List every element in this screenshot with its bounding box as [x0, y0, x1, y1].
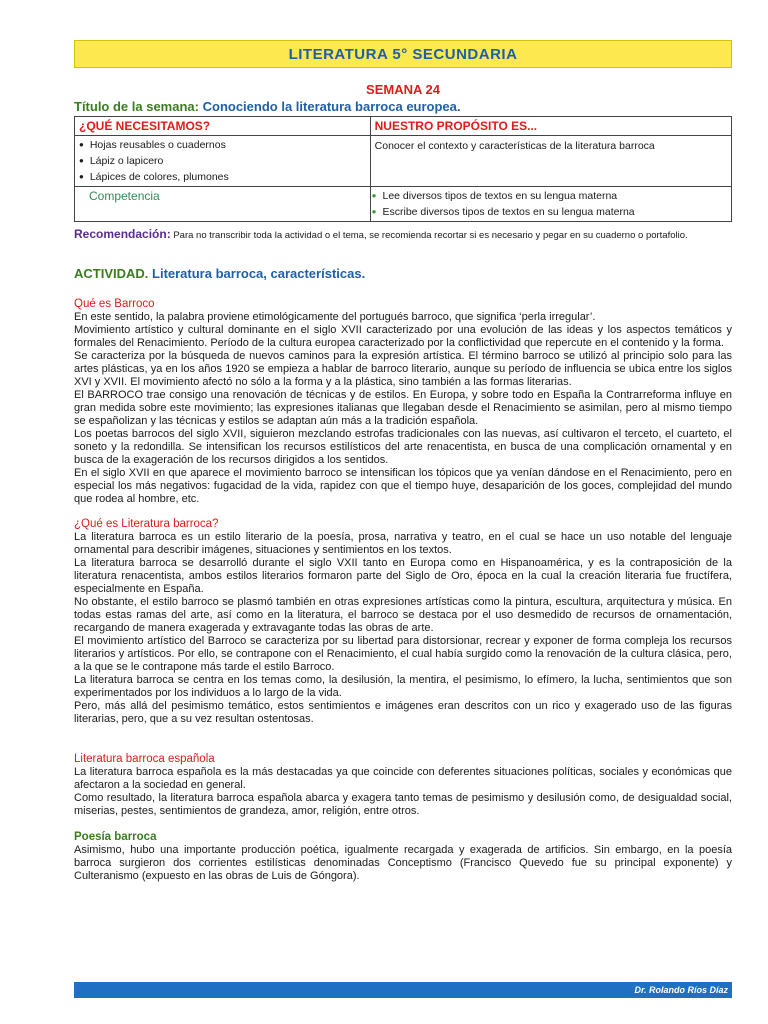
activity-label: ACTIVIDAD. — [74, 266, 149, 281]
list-item: ● Lápices de colores, plumones — [79, 169, 366, 185]
document-title: LITERATURA 5° SECUNDARIA — [288, 45, 518, 63]
materials-list — [79, 137, 366, 185]
paragraph: No obstante, el estilo barroco se plasmó también en otras expresiones artísticas como la pintura, escultura, arquitectura y música. En todas estas ramas del arte, así como en la literatura, el barroco se destaca por el uso desmedido de recursos de ornamentación, recargando de manera exagerada y extravagante todas las obras de arte. — [74, 596, 732, 634]
needs-header: ¿QUÉ NECESITAMOS? — [75, 117, 371, 136]
list-item: ● Lápiz o lapicero — [79, 153, 366, 169]
paragraph: Asimismo, hubo una importante producción poética, igualmente recargada y exagerada de artificios. Sin embargo, en la poesía barroca surgieron dos corrientes estilísticas denominadas Conceptismo (Francisco Quevedo fue su principal exponente) y Culteranismo (expuesto en las obras de Luis de Góngora). — [74, 844, 732, 882]
paragraph: En el siglo XVII en que aparece el movimiento barroco se intensifican los tópicos que ya venían dándose en el Renacimiento, pero en especial los más negativos: fugacidad de la vida, rapidez con que el tiempo huye, desaparición de los goces, complejidad del mundo que rodea al hombre, etc. — [74, 467, 732, 505]
recommendation — [74, 226, 732, 244]
purpose-header: NUESTRO PROPÓSITO ES... — [370, 117, 731, 136]
paragraph: La literatura barroca es un estilo literario de la poesía, prosa, narrativa y teatro, en el cual se hace un uso notable del lenguaje ornamental para describir imágenes, situaciones y sentimientos en los textos. — [74, 531, 732, 556]
section-heading: Poesía barroca — [74, 831, 157, 843]
list-item: ● Hojas reusables o cuadernos — [79, 137, 366, 153]
activity-title — [74, 266, 732, 281]
week-title-label: Título de la semana: — [74, 99, 199, 114]
paragraph: Se caracteriza por la búsqueda de nuevos caminos para la expresión artística. El término barroco se utilizó al principio solo para las artes plásticas, ya en los años 1920 se empieza a hablar de barroco literario, aunque su período de influencia se ubica entre los siglos XVI y XVII. El movimiento afectó no sólo a la forma y a la plástica, sino también a las formas literarias. — [74, 350, 732, 388]
section-heading: Qué es Barroco — [74, 298, 155, 310]
footer-banner — [74, 982, 732, 998]
list-item: ● Escribe diversos tipos de textos en su lengua materna — [372, 204, 730, 220]
purpose-cell: Conocer el contexto y características de la literatura barroca — [370, 136, 731, 187]
recommendation-text: Para no transcribir toda la actividad o el tema, se recomienda recortar si es necesario y pegar en su cuaderno o portafolio. — [173, 230, 688, 241]
competency-label: Competencia — [75, 187, 371, 222]
paragraph: Movimiento artístico y cultural dominante en el siglo XVII caracterizado por una evolución de las ideas y los aspectos temáticos y formales del Renacimiento. Período de la cultura europea caracterizado por la conflictividad que repercute en el contenido y la forma. — [74, 324, 732, 349]
list-item: ● Lee diversos tipos de textos en su lengua materna — [372, 188, 730, 204]
document-page — [74, 40, 732, 883]
recommendation-label: Recomendación: — [74, 227, 171, 241]
week-label: SEMANA 24 — [366, 82, 440, 97]
paragraph: El BARROCO trae consigo una renovación de técnicas y de estilos. En Europa, y sobre todo en España la Contrarreforma influye en gran medida sobre este movimiento; las expresiones italianas que llegaban desde el Renacimiento se asimilan, pero al mismo tiempo se españolizan y las técnicas y estilos se adaptan aún más a la tradición española. — [74, 389, 732, 427]
paragraph: La literatura barroca se centra en los temas como, la desilusión, la mentira, el pesimismo, lo efímero, la lucha, sentimientos que son experimentados por los individuos a lo largo de la vida. — [74, 674, 732, 699]
week-title-value: Conociendo la literatura barroca europea. — [202, 99, 461, 114]
paragraph: En este sentido, la palabra proviene etimológicamente del portugués barroco, que significa ‘perla irregular’. — [74, 311, 596, 323]
footer-author: Dr. Rolando Ríos Díaz — [634, 985, 728, 995]
section-heading: Literatura barroca española — [74, 753, 215, 765]
paragraph: La literatura barroca se desarrolló durante el siglo VXII tanto en Europa como en Hispanoamérica, y es la contraposición de la literatura renacentista, ambos estilos literarios formaron parte del Siglo de Oro, época en la cual la creación literaria fue fructífera, especialmente en España. — [74, 557, 732, 595]
competency-list — [372, 188, 730, 220]
paragraph: El movimiento artístico del Barroco se caracteriza por su libertad para distorsionar, recrear y exponer de forma compleja los recursos literarios y artísticos. Por ello, se contrapone con el Renacimiento, el cual había surgido como la renovación de la cultura clásica, pero, a la que se le contrapone más tarde el estilo Barroco. — [74, 635, 732, 673]
planning-table — [74, 116, 732, 222]
paragraph: Los poetas barrocos del siglo XVII, siguieron mezclando estrofas tradicionales con las nuevas, así cultivaron el terceto, el cuarteto, el soneto y la redondilla. Se intensifican los recursos estilísticos del arte renacentista, en busca de una complicación ornamental y en busca de la exageración de los recursos dirigidos a los sentidos. — [74, 428, 732, 466]
paragraph: Pero, más allá del pesimismo temático, estos sentimientos e imágenes eran descritos con un rico y exagerado uso de las figuras literarias, pero, que a su vez resultan ostentosas. — [74, 700, 732, 725]
section-heading: ¿Qué es Literatura barroca? — [74, 518, 219, 530]
activity-value: Literatura barroca, características. — [152, 266, 366, 281]
materials-cell — [75, 136, 371, 187]
header-banner — [74, 40, 732, 68]
week-title — [74, 99, 732, 114]
paragraph: La literatura barroca española es la más destacadas ya que coincide con deferentes situaciones políticas, sociales y económicas que afectaron a la sociedad en general. — [74, 766, 732, 791]
paragraph: Como resultado, la literatura barroca española abarca y exagera tanto temas de pesimismo y desilusión como, de desigualdad social, miserias, pestes, sentimientos de grandeza, amor, religión, entre otros. — [74, 792, 732, 817]
competency-cell — [370, 187, 731, 222]
